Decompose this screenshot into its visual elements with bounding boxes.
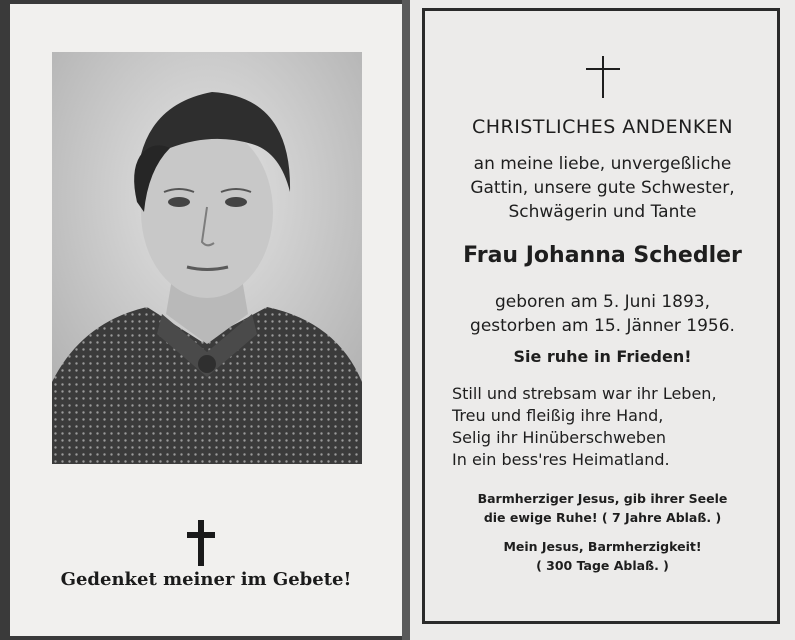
poem-line: Selig ihr Hinüberschweben	[452, 428, 667, 447]
deceased-name: Frau Johanna Schedler	[463, 243, 742, 268]
memorial-heading: CHRISTLICHES ANDENKEN	[471, 116, 734, 138]
death-date: gestorben am 15. Jänner 1956.	[470, 316, 735, 336]
prayer-line: ( 300 Tage Ablaß. )	[536, 558, 669, 573]
dedication-line: Schwägerin und Tante	[508, 202, 697, 222]
poem-line: Still und strebsam war ihr Leben,	[452, 384, 717, 403]
birth-date: geboren am 5. Juni 1893,	[494, 292, 711, 312]
rest-in-peace: Sie ruhe in Frieden!	[513, 347, 692, 366]
poem-line: Treu und fleißig ihre Hand,	[452, 406, 664, 425]
cross-icon	[185, 520, 217, 566]
prayer-line: Mein Jesus, Barmherzigkeit!	[503, 539, 702, 554]
portrait-photo	[52, 52, 362, 464]
dedication-line: an meine liebe, unvergeßliche	[473, 154, 732, 174]
card-divider	[402, 0, 410, 640]
dedication	[410, 152, 795, 224]
cross-icon	[584, 56, 622, 98]
life-dates	[410, 290, 795, 338]
prayer-caption: Gedenket meiner im Gebete!	[60, 569, 352, 590]
prayer-line: die ewige Ruhe! ( 7 Jahre Ablaß. )	[483, 510, 722, 525]
portrait-image	[52, 52, 362, 464]
dedication-line: Gattin, unsere gute Schwester,	[470, 178, 735, 198]
left-card	[10, 4, 402, 636]
prayer-indulgence-2	[410, 537, 795, 575]
poem-line: In ein bess'res Heimatland.	[452, 450, 670, 469]
prayer-line: Barmherziger Jesus, gib ihrer Seele	[477, 491, 728, 506]
right-card	[410, 0, 795, 640]
poem	[452, 383, 717, 471]
prayer-indulgence-1	[410, 489, 795, 527]
